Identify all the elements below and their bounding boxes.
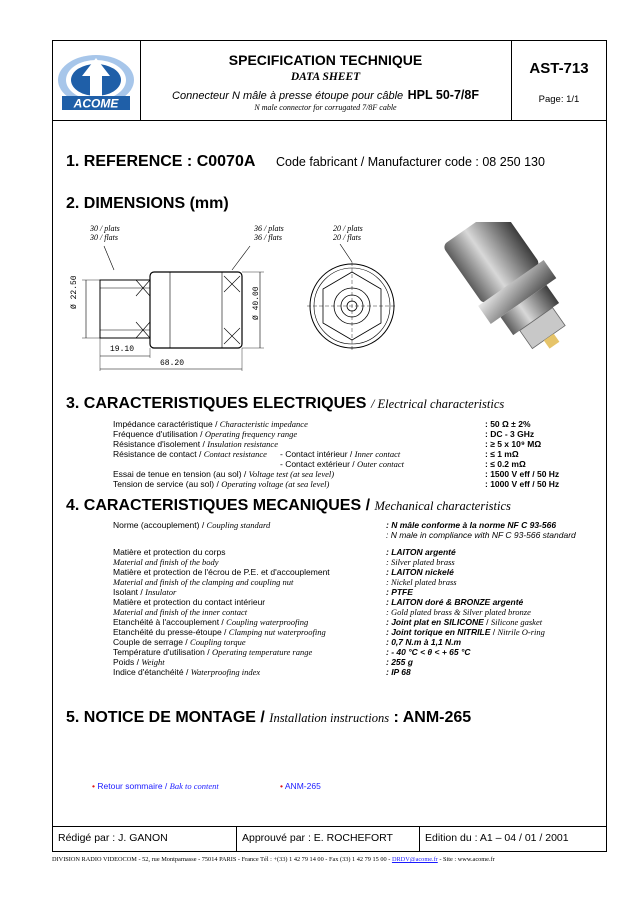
voltage-test-en: Voltage test (at sea level) [248,469,335,479]
notice-title-fr: 5. NOTICE DE MONTAGE / [66,709,265,726]
operating-voltage-en: Operating voltage (at sea level) [221,479,330,489]
contact-outer-fr: - Contact extérieur [280,459,350,469]
contact-inner-fr: - Contact intérieur [280,449,348,459]
mechanical-title-fr: 4. CARACTERISTIQUES MECANIQUES / [66,497,371,514]
coupling-seal-value: : Joint plat en SILICONE / Silicone gasket [386,617,543,627]
clamp-seal-en: Clamping nut waterproofing [228,627,326,637]
weight-en: Weight [141,657,165,667]
coupling-seal-value-fr: : Joint plat en SILICONE [386,617,484,627]
edition-date: Edition du : A1 – 04 / 01 / 2001 [425,832,569,844]
contact-inner-value: : ≤ 1 mΩ [485,449,519,459]
mech-row-torque: Couple de serrage / Coupling torque [113,637,246,647]
product-cable: HPL 50-7/8F [407,88,479,102]
manufacturer-code: Code fabricant / Manufacturer code : 08 250 130 [276,155,545,169]
dim-length-68: 68.20 [160,359,185,368]
clamp-seal-fr: Etanchéité du presse-étoupe [113,627,222,637]
contact-outer: - Contact extérieur / Outer contact [280,459,404,469]
header-divider [52,120,607,121]
flats20-en: 20 / flats [333,233,362,242]
insulation-value: : ≥ 5 x 10⁹ MΩ [485,439,542,449]
back-link-fr: Retour sommaire / [97,781,168,791]
flats36-fr: 36 / plats [254,224,284,233]
coupling-seal-value-en: Silicone gasket [490,617,543,627]
acome-logo [56,44,136,116]
bullet-icon: • [280,781,283,791]
approved-by: Approuvé par : E. ROCHEFORT [242,832,393,844]
temperature-en: Operating temperature range [211,647,313,657]
operating-voltage-value: : 1000 V eff / 50 Hz [485,479,560,489]
company-address [52,856,607,863]
bullet-icon: • [92,781,95,791]
contact-outer-en: Outer contact [357,459,404,469]
product-fr: Connecteur N mâle à presse étoupe pour câble [172,90,404,102]
label-flats-20 [333,224,363,242]
back-link-en: Bak to content [169,781,219,791]
insulation-en: Insulation resistance [207,439,278,449]
body-material-fr: Matière et protection du corps [113,547,226,557]
section-notice-title [66,709,471,727]
impedance-fr: Impédance caractéristique [113,419,213,429]
doc-title: SPECIFICATION TECHNIQUE [228,52,423,68]
dim-dia-22: Ø 22.50 [70,275,79,309]
norm-value-fr: : N mâle conforme à la norme NF C 93-566 [386,520,557,530]
anm-link-label: ANM-265 [284,781,321,791]
insulator-en: Insulator [145,587,177,597]
elec-row-voltage-test: Essai de tenue en tension (au sol) / Voltage test (at sea level) [113,469,335,479]
frequency-en: Operating frequency range [204,429,298,439]
mech-row-ip: Indice d'étanchéité / Waterproofing index [113,667,261,677]
coupling-seal-fr: Etanchéité à l'accouplement [113,617,220,627]
norm-fr: Norme (accouplement) [113,520,200,530]
footer-divider [52,826,607,827]
mech-row-norm: Norme (accouplement) / Coupling standard [113,520,271,530]
website-text: - Site : www.acome.fr [439,856,495,863]
contact-en: Contact resistance [203,449,267,459]
torque-fr: Couple de serrage [113,637,183,647]
elec-row-insulation: Résistance d'isolement / Insulation resistance [113,439,278,449]
body-material-value-en: : Silver plated brass [386,557,455,567]
mech-row-clamp-seal: Etanchéité du presse-étoupe / Clamping nut waterproofing [113,627,326,637]
norm-value-en: : N male in compliance with NF C 93-566 standard [386,530,576,540]
impedance-value: : 50 Ω ± 2% [485,419,531,429]
insulation-fr: Résistance d'isolement [113,439,201,449]
side-view-drawing [74,240,280,372]
flats20-fr: 20 / plats [333,224,363,233]
clamp-seal-value-fr: : Joint torique en NITRILE [386,627,491,637]
contact-outer-value: : ≤ 0.2 mΩ [485,459,526,469]
written-by: Rédigé par : J. GANON [58,832,168,844]
elec-row-operating-voltage: Tension de service (au sol) / Operating voltage (at sea level) [113,479,330,489]
torque-en: Coupling torque [190,637,246,647]
elec-row-impedance: Impédance caractéristique / Characteristic impedance [113,419,308,429]
mech-row-weight: Poids / Weight [113,657,165,667]
clamp-seal-value: : Joint torique en NITRILE / Nitrile O-ring [386,627,545,637]
notice-title-code: : ANM-265 [393,709,472,726]
contact-fr: Résistance de contact [113,449,197,459]
insulator-value: : PTFE [386,587,413,597]
mech-row-temperature: Température d'utilisation / Operating temperature range [113,647,313,657]
ip-value: : IP 68 [386,667,411,677]
contact-inner: - Contact intérieur / Inner contact [280,449,401,459]
dim-dia-40: Ø 40.00 [252,286,261,320]
impedance-en: Characteristic impedance [219,419,308,429]
frequency-value: : DC - 3 GHz [485,429,535,439]
body-material-value: : LAITON argenté [386,547,456,557]
section-mechanical-title [66,497,511,515]
ip-en: Waterproofing index [190,667,261,677]
temperature-value: : - 40 °C < θ < + 65 °C [386,647,471,657]
nut-material-en: Material and finish of the clamping and coupling nut [113,577,294,587]
electrical-title-fr: 3. CARACTERISTIQUES ELECTRIQUES [66,395,367,412]
nut-material-fr: Matière et protection de l'écrou de P.E. et d'accouplement [113,567,330,577]
flats36-en: 36 / flats [254,233,283,242]
section-dimensions-title: 2. DIMENSIONS (mm) [66,195,229,212]
flats30-en: 30 / flats [90,233,119,242]
inner-contact-value-en: : Gold plated brass & Silver plated bronze [386,607,531,617]
email-link[interactable]: DRDV@acome.fr [391,856,438,863]
elec-row-contact: Résistance de contact / Contact resistance [113,449,267,459]
inner-contact-fr: Matière et protection du contact intérieur [113,597,266,607]
footer-divider-1 [236,826,237,852]
body-material-en: Material and finish of the body [113,557,219,567]
product-line [140,86,511,104]
notice-title-en: Installation instructions [269,711,390,725]
footer-divider-2 [419,826,420,852]
section-electrical-title: 3. CARACTERISTIQUES ELECTRIQUES / Electrical characteristics [66,395,505,412]
clamp-seal-value-en: Nitrile O-ring [497,627,545,637]
flats30-fr: 30 / plats [90,224,120,233]
voltage-test-fr: Essai de tenue en tension (au sol) [113,469,242,479]
temperature-fr: Température d'utilisation [113,647,205,657]
back-to-content-link[interactable] [92,781,219,791]
address-text: DIVISION RADIO VIDEOCOM - 52, rue Montparnasse - 75014 PARIS - France Tél : +(33) 1 42 79 14 00 - Fax (33) 1 42 79 15 00 - [52,856,391,863]
elec-row-frequency: Fréquence d'utilisation / Operating frequency range [113,429,298,439]
insulator-fr: Isolant [113,587,139,597]
doc-subtitle: DATA SHEET [290,71,361,83]
mech-row-coupling-seal: Etanchéité à l'accouplement / Coupling waterproofing [113,617,309,627]
inner-contact-value: : LAITON doré & BRONZE argenté [386,597,524,607]
voltage-test-value: : 1500 V eff / 50 Hz [485,469,560,479]
dim-length-19: 19.10 [110,345,135,354]
product-en: N male connector for corrugated 7/8F cable [254,103,397,112]
connector-photo [415,222,590,367]
electrical-title-en: Electrical characteristics [377,397,505,411]
coupling-seal-en: Coupling waterproofing [226,617,309,627]
inner-contact-en: Material and finish of the inner contact [113,607,248,617]
header-divider-right [511,40,512,120]
logo-text: ACOME [73,96,119,111]
ip-fr: Indice d'étanchéité [113,667,184,677]
torque-value: : 0,7 N.m à 1,1 N.m [386,637,462,647]
frequency-fr: Fréquence d'utilisation [113,429,198,439]
page-number: Page: 1/1 [538,94,580,105]
norm-en: Coupling standard [206,520,271,530]
mechanical-title-en: Mechanical characteristics [374,499,511,513]
front-view-drawing [305,244,399,354]
nut-material-value-en: : Nickel plated brass [386,577,457,587]
section-reference-title: 1. REFERENCE : C0070A [66,153,256,170]
weight-fr: Poids [113,657,135,667]
doc-code: AST-713 [529,60,589,77]
mech-row-insulator: Isolant / Insulator [113,587,177,597]
weight-value: : 255 g [386,657,413,667]
operating-voltage-fr: Tension de service (au sol) [113,479,215,489]
nut-material-value: : LAITON nickelé [386,567,454,577]
anm-265-link[interactable] [280,781,321,791]
contact-inner-en: Inner contact [354,449,401,459]
